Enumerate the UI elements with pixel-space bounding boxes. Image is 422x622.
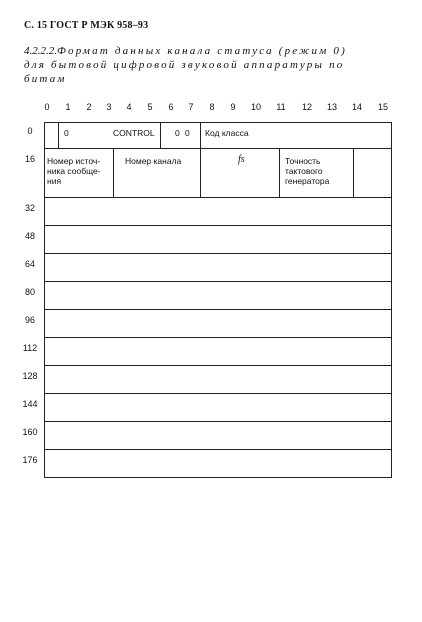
row-divider: [44, 197, 392, 198]
row-divider: [44, 281, 392, 282]
category-code-field: Код класса: [205, 128, 249, 138]
bit-number: 1: [65, 102, 71, 112]
bit-number: 12: [301, 102, 313, 112]
bit-number: 7: [188, 102, 194, 112]
row-label: 48: [24, 231, 35, 241]
row-label: 16: [24, 154, 35, 164]
bit-number: 5: [147, 102, 153, 112]
row-divider: [44, 253, 392, 254]
row-label: 160: [22, 427, 38, 437]
caption-line-3: битам: [24, 73, 67, 85]
caption-line-1: [24, 44, 402, 58]
row-label: 0: [27, 126, 33, 136]
bit-number: 9: [230, 102, 236, 112]
clock-accuracy-field: Точность тактового генератора: [285, 156, 330, 186]
row-divider: [44, 225, 392, 226]
table-border-left: [44, 122, 45, 478]
field-divider: [113, 148, 114, 197]
bit-0-value: 0: [64, 128, 69, 138]
row-label: 64: [24, 259, 35, 269]
bit-number: 10: [250, 102, 262, 112]
field-divider: [353, 148, 354, 197]
bit-number: 2: [86, 102, 92, 112]
field-divider: [200, 148, 201, 197]
section-caption: [24, 44, 402, 86]
row-divider: [44, 449, 392, 450]
row-divider: [44, 365, 392, 366]
row-label: 112: [22, 343, 38, 353]
bit-number: 11: [276, 102, 286, 112]
row-divider: [44, 148, 392, 149]
table-border-top: [44, 122, 392, 123]
channel-status-table: [44, 122, 392, 478]
row-divider: [44, 309, 392, 310]
caption-line-2: для бытовой цифровой звуковой аппаратуры по: [24, 59, 345, 71]
bit-6-value: 0: [175, 128, 180, 138]
bit-7-value: 0: [185, 128, 190, 138]
field-divider: [58, 122, 59, 148]
row-label: 144: [22, 399, 38, 409]
bit-number: 8: [209, 102, 215, 112]
row-label: 32: [24, 203, 35, 213]
bit-number: 13: [326, 102, 338, 112]
caption-title-1: Формат данных канала статуса (режим 0): [57, 45, 347, 57]
row-label: 176: [22, 455, 38, 465]
row-divider: [44, 421, 392, 422]
field-divider: [160, 122, 161, 148]
source-number-field: Номер источ-ника сообще-ния: [47, 156, 101, 186]
row-divider: [44, 337, 392, 338]
bit-number: 3: [106, 102, 112, 112]
bit-number: 6: [168, 102, 174, 112]
row-label: 96: [24, 315, 35, 325]
bit-number-row: [0, 102, 422, 116]
row-divider: [44, 393, 392, 394]
bit-number: 15: [377, 102, 389, 112]
field-divider: [200, 122, 201, 148]
row-label: 80: [24, 287, 35, 297]
bit-number: 4: [126, 102, 132, 112]
table-border-bottom: [44, 477, 392, 478]
sampling-frequency-field: fs: [238, 154, 245, 165]
channel-number-field: Номер канала: [125, 156, 182, 166]
bit-number: 0: [44, 102, 50, 112]
control-field: CONTROL: [113, 128, 155, 138]
caption-number: 4.2.2.2.: [24, 45, 57, 57]
field-divider: [279, 148, 280, 197]
table-border-right: [391, 122, 392, 478]
row-label: 128: [22, 371, 38, 381]
page-header: С. 15 ГОСТ Р МЭК 958–93: [24, 20, 149, 31]
bit-number: 14: [351, 102, 363, 112]
